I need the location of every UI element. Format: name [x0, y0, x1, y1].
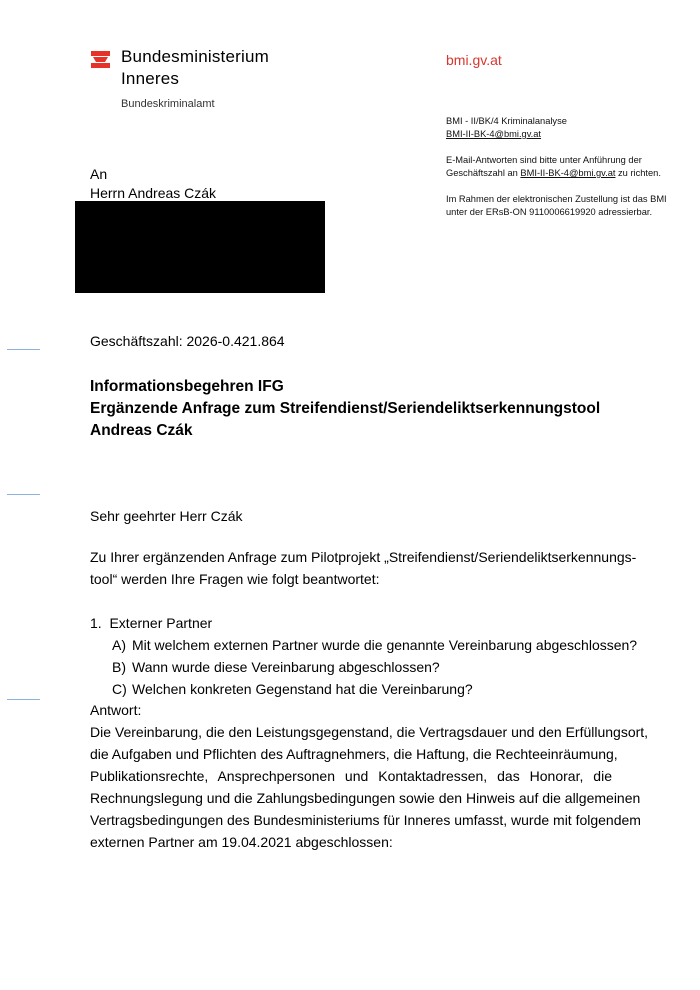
answer-label: Antwort:	[90, 702, 142, 718]
subject-title	[90, 376, 600, 442]
sidebar-note-line: Geschäftszahl an BMI-II-BK-4@bmi.gv.at zu richten.	[446, 168, 661, 178]
answer-paragraph	[90, 721, 649, 853]
salutation: Sehr geehrter Herr Czák	[90, 508, 243, 524]
sidebar-ersb-line: unter der ERsB-ON 9110006619920 adressierbar.	[446, 207, 653, 217]
subject-line-3: Andreas Czák	[90, 422, 193, 439]
reference-number: Geschäftszahl: 2026-0.421.864	[90, 333, 285, 349]
intro-line-1: Zu Ihrer ergänzenden Anfrage zum Pilotprojekt „Streifendienst/Seriendeliktserkennungs-	[90, 549, 637, 565]
logo-ministry-name-2: Inneres	[121, 69, 180, 88]
logo-ministry-name: Bundesministerium	[121, 47, 269, 66]
question-item: B) Wann wurde diese Vereinbarung abgeschlossen?	[112, 659, 440, 675]
fold-mark	[7, 699, 40, 700]
fold-mark	[7, 494, 40, 495]
intro-line-2: tool“ werden Ihre Fragen wie folgt beantwortet:	[90, 571, 380, 587]
question-item: C) Welchen konkreten Gegenstand hat die Vereinbarung?	[112, 681, 473, 697]
sidebar-email[interactable]: BMI-II-BK-4@bmi.gv.at	[446, 129, 542, 139]
answer-line: die Aufgaben und Pflichten des Auftragnehmers, die Haftung, die Rechteeinräumung,	[90, 746, 618, 762]
recipient-an: An	[90, 166, 108, 182]
answer-line: Publikationsrechte, Ansprechpersonen und Kontaktadressen, das Honorar, die	[90, 768, 612, 784]
question-heading	[90, 612, 212, 634]
sidebar-note-line: E-Mail-Antworten sind bitte unter Anführung der	[446, 155, 642, 165]
redacted-address-block	[75, 201, 325, 293]
website-link[interactable]: bmi.gv.at	[446, 52, 502, 68]
sidebar-department: BMI - II/BK/4 Kriminalanalyse	[446, 116, 567, 126]
answer-line: externen Partner am 19.04.2021 abgeschlossen:	[90, 834, 393, 850]
sidebar-ersb-line: Im Rahmen der elektronischen Zustellung ist das BMI	[446, 194, 667, 204]
answer-line: Die Vereinbarung, die den Leistungsgegenstand, die Vertragsdauer und den Erfüllungsort,	[90, 724, 649, 740]
answer-line: Vertragsbedingungen des Bundesministeriums für Inneres umfasst, wurde mit folgendem	[90, 812, 641, 828]
sidebar-note-email-link[interactable]: BMI-II-BK-4@bmi.gv.at	[520, 168, 616, 178]
subject-line-1: Informationsbegehren IFG	[90, 378, 284, 395]
question-title: Externer Partner	[109, 615, 213, 631]
question-number: 1.	[90, 615, 102, 631]
answer-line: Rechnungslegung und die Zahlungsbedingungen sowie den Hinweis auf die allgemeinen	[90, 790, 641, 806]
subject-line-2: Ergänzende Anfrage zum Streifendienst/Seriendeliktserkennungstool	[90, 400, 601, 417]
recipient-name: Herrn Andreas Czák	[90, 185, 217, 201]
question-item: A) Mit welchem externen Partner wurde die genannte Vereinbarung abgeschlossen?	[112, 637, 638, 653]
sidebar-email-link[interactable]	[446, 128, 541, 141]
intro-paragraph	[90, 546, 637, 590]
logo-department: Bundeskriminalamt	[121, 98, 215, 110]
austria-flag-logo-icon	[91, 51, 110, 69]
fold-mark	[7, 349, 40, 350]
